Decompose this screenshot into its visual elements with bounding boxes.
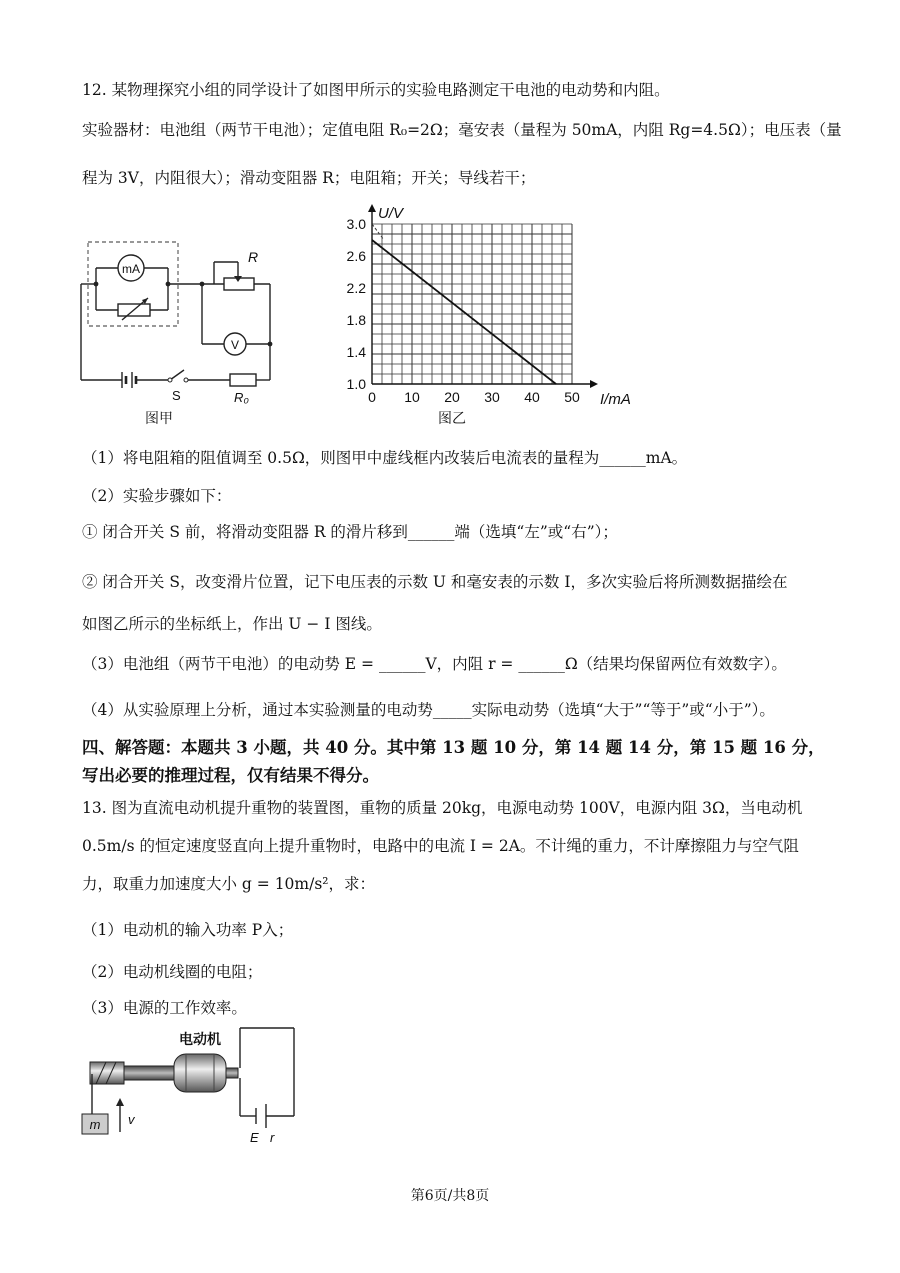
q12-part2: （2）实验步骤如下： <box>82 487 232 505</box>
label-ma: mA <box>122 262 140 276</box>
q13-part1: （1）电动机的输入功率 P入； <box>82 921 294 939</box>
q13-stem-line2: 0.5m/s 的恒定速度竖直向上提升重物时，电路中的电流 I = 2A。不计绳的重力，不计摩擦阻力与空气阻 <box>82 837 799 855</box>
series-line <box>372 240 556 384</box>
q12-stem: 12. 某物理探究小组的同学设计了如图甲所示的实验电路测定干电池的电动势和内阻。 <box>82 81 670 99</box>
q12-step1: ① 闭合开关 S 前，将滑动变阻器 R 的滑片移到______端（选填“左”或“右”）； <box>82 523 618 541</box>
q12-part4: （4）从实验原理上分析，通过本实验测量的电动势_____实际电动势（选填“大于”“等于”或“小于”）。 <box>82 701 775 719</box>
x-tick-label: 40 <box>524 389 540 405</box>
y-axis-label: U/V <box>378 205 404 222</box>
y-axis-arrow <box>368 204 376 212</box>
ui-chart <box>330 198 631 410</box>
page-footer: 第6页/共8页 <box>410 1188 490 1204</box>
q12-step2-line1: ② 闭合开关 S，改变滑片位置，记下电压表的示数 U 和毫安表的示数 I，多次实验后将所测数据描绘在 <box>82 573 788 591</box>
y-tick-label: 2.2 <box>346 280 366 296</box>
e-label: E <box>250 1130 259 1145</box>
circuit-diagram-a <box>78 238 288 405</box>
q13-stem-line3: 力，取重力加速度大小 g = 10m/s²，求： <box>82 875 376 893</box>
x-tick-label: 30 <box>484 389 500 405</box>
q13-stem-line1: 13. 图为直流电动机提升重物的装置图，重物的质量 20kg，电源电动势 100V，电源内阻 3Ω，当电动机 <box>82 799 803 817</box>
x-tick-label: 0 <box>368 389 376 405</box>
q13-part2: （2）电动机线圈的电阻； <box>82 963 263 981</box>
motor-label: 电动机 <box>179 1031 221 1047</box>
q12-step2-line2: 如图乙所示的坐标纸上，作出 U − I 图线。 <box>82 615 382 633</box>
label-s: S <box>172 388 181 403</box>
r-label: r <box>270 1130 275 1145</box>
q13-part3: （3）电源的工作效率。 <box>82 999 247 1017</box>
motor-diagram <box>80 1024 310 1144</box>
x-tick-label: 10 <box>404 389 420 405</box>
label-r: R <box>248 249 259 265</box>
section4-heading-line2: 写出必要的推理过程，仅有结果不得分。 <box>82 766 379 785</box>
x-axis-label: I/mA <box>600 391 631 408</box>
label-r0: R₀ <box>234 390 249 405</box>
y-tick-label: 2.6 <box>346 248 366 264</box>
section4-heading-line1: 四、解答题：本题共 3 小题，共 40 分。其中第 13 题 10 分，第 14 题 14 分，第 15 题 16 分， <box>82 738 825 757</box>
fig-a-caption: 图甲 <box>145 411 173 427</box>
q12-materials-line2: 程为 3V，内阻很大）；滑动变阻器 R；电阻箱；开关；导线若干； <box>82 169 536 187</box>
q12-part3: （3）电池组（两节干电池）的电动势 E = ______V，内阻 r = ______Ω（结果均保留两位有效数字）。 <box>82 655 787 673</box>
y-tick-label: 1.4 <box>346 344 366 360</box>
q12-part1: （1）将电阻箱的阻值调至 0.5Ω，则图甲中虚线框内改装后电流表的量程为______mA。 <box>82 449 688 467</box>
q12-materials-line1: 实验器材：电池组（两节干电池）；定值电阻 R₀=2Ω；毫安表（量程为 50mA，内阻 Rg=4.5Ω）；电压表（量 <box>82 121 842 139</box>
y-tick-label: 1.8 <box>346 312 366 328</box>
label-v: V <box>230 338 240 352</box>
fig-b-caption: 图乙 <box>438 411 466 427</box>
x-tick-label: 50 <box>564 389 580 405</box>
mass-label: m <box>89 1117 101 1132</box>
y-tick-label: 3.0 <box>346 216 366 232</box>
y-tick-label: 1.0 <box>346 376 366 392</box>
x-tick-label: 20 <box>444 389 460 405</box>
v-label: v <box>128 1112 135 1127</box>
x-axis-arrow <box>590 380 598 388</box>
